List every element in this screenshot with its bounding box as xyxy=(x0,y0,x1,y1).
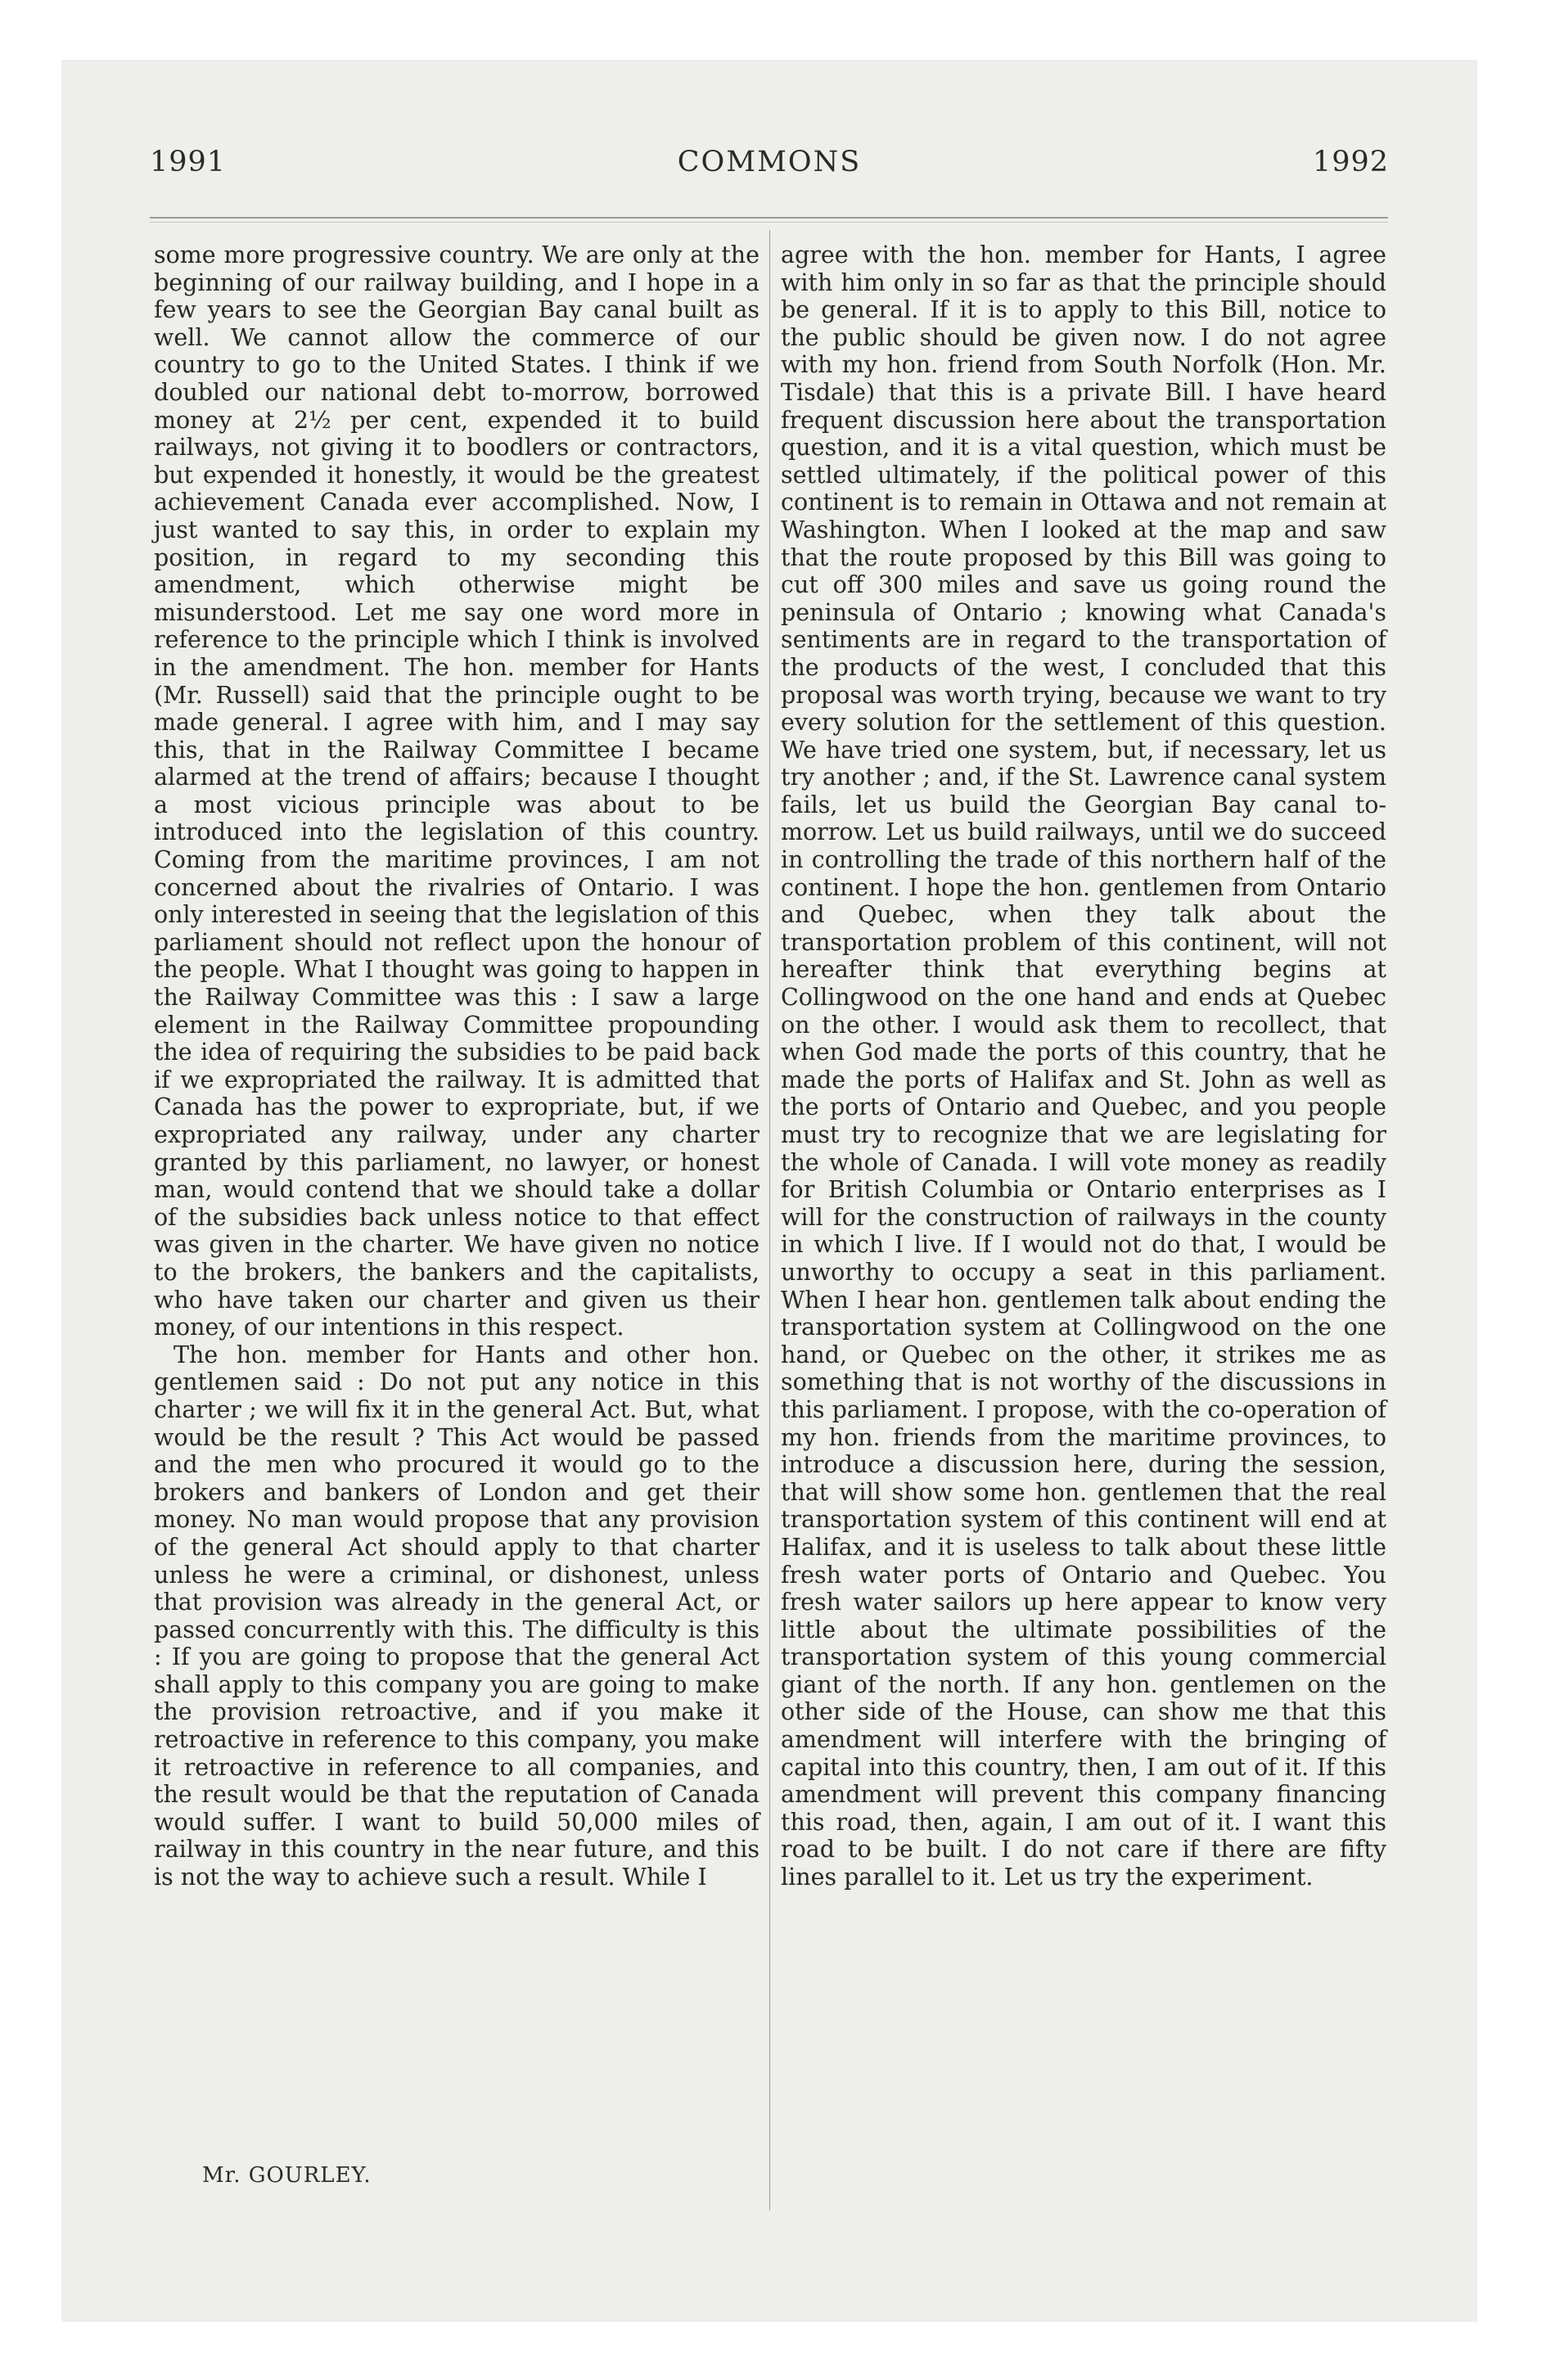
paragraph: agree with the hon. member for Hants, I agree with him only in so far as that the principle should be general. If it is to apply to this Bill, notice to the public should be given now. I do not agree with my hon. friend from South Norfolk (Hon. Mr. Tisdale) that this is a private Bill. I have heard frequent discussion here about the transportation question, and it is a vital question, which must be settled ultimately, if the political power of this continent is to remain in Ottawa and not remain at Washington. When I looked at the map and saw that the route proposed by this Bill was going to cut off 300 miles and save us going round the peninsula of Ontario ; knowing what Canada's sentiments are in regard to the transportation of the products of the west, I concluded that this proposal was worth trying, because we want to try every solution for the settlement of this question. We have tried one system, but, if necessary, let us try another ; and, if the St. Lawrence canal system fails, let us build the Georgian Bay canal to-morrow. Let us build railways, until we do succeed in controlling the trade of this northern half of the continent. I hope the hon. gentlemen from Ontario and Quebec, when they talk about the transportation problem of this continent, will not hereafter think that everything begins at Collingwood on the one hand and ends at Quebec on the other. I would ask them to recollect, that when God made the ports of this country, that he made the ports of Halifax and St. John as well as the ports of Ontario and Quebec, and you people must try to recognize that we are legislating for the whole of Canada. I will vote money as readily for British Columbia or Ontario enterprises as I will for the construction of railways in the county in which I live. If I would not do that, I would be unworthy to occupy a seat in this parliament. When I hear hon. gentlemen talk about ending the transportation system at Collingwood on the one hand, or Quebec on the other, it strikes me as something that is not worthy of the discussions in this parliament. I propose, with the co-operation of my hon. friends from the maritime provinces, to introduce a discussion here, during the session, that will show some hon. gentlemen that the real transportation system of this continent will end at Halifax, and it is useless to talk about these little fresh water ports of Ontario and Quebec. You fresh water sailors up here appear to know very little about the ultimate possibilities of the transportation system of this young commercial giant of the north. If any hon. gentlemen on the other side of the House, can show me that this amendment will interfere with the bringing of capital into this country, then, I am out of it. If this amendment will prevent this company financing this road, then, again, I am out of it. I want this road to be built. I do not care if there are fifty lines parallel to it. Let us try the experiment. xyxy=(781,241,1386,1891)
speaker-signature: Mr. GOURLEY. xyxy=(202,2163,372,2188)
page-header xyxy=(61,146,1477,195)
right-column xyxy=(781,241,1386,1891)
running-title: COMMONS xyxy=(677,146,862,178)
paragraph: some more progressive country. We are only at the beginning of our railway building, and I hope in a few years to see the Georgian Bay canal built as well. We cannot allow the commerce of our country to go to the United States. I think if we doubled our national debt to-morrow, borrowed money at 2½ per cent, expended it to build railways, not giving it to boodlers or contractors, but expended it honestly, it would be the greatest achievement Canada ever accomplished. Now, I just wanted to say this, in order to explain my position, in regard to my seconding this amendment, which otherwise might be misunderstood. Let me say one word more in reference to the principle which I think is involved in the amendment. The hon. member for Hants (Mr. Russell) said that the principle ought to be made general. I agree with him, and I may say this, that in the Railway Committee I became alarmed at the trend of affairs; because I thought a most vicious principle was about to be introduced into the legislation of this country. Coming from the maritime provinces, I am not concerned about the rivalries of Ontario. I was only interested in seeing that the legislation of this parliament should not reflect upon the honour of the people. What I thought was going to happen in the Railway Committee was this : I saw a large element in the Railway Committee propounding the idea of requiring the subsidies to be paid back if we expropriated the railway. It is admitted that Canada has the power to expropriate, but, if we expropriated any railway, under any charter granted by this parliament, no lawyer, or honest man, would contend that we should take a dollar of the subsidies back unless notice to that effect was given in the charter. We have given no notice to the brokers, the bankers and the capitalists, who have taken our charter and given us their money, of our intentions in this respect. xyxy=(154,241,759,1341)
left-column xyxy=(154,241,759,1891)
scanned-page xyxy=(61,60,1477,2322)
page-number-right: 1992 xyxy=(1312,146,1389,178)
column-divider xyxy=(769,230,770,2211)
paragraph: The hon. member for Hants and other hon. gentlemen said : Do not put any notice in this charter ; we will fix it in the general Act. But, what would be the result ? This Act would be passed and the men who procured it would go to the brokers and bankers of London and get their money. No man would propose that any provision of the general Act should apply to that charter unless he were a criminal, or dishonest, unless that provision was already in the general Act, or passed concurrently with this. The difficulty is this : If you are going to propose that the general Act shall apply to this company you are going to make the provision retroactive, and if you make it retroactive in reference to this company, you make it retroactive in reference to all companies, and the result would be that the reputation of Canada would suffer. I want to build 50,000 miles of railway in this country in the near future, and this is not the way to achieve such a result. While I xyxy=(154,1341,759,1891)
header-rule xyxy=(150,217,1388,219)
header-rule-secondary xyxy=(150,222,1388,223)
page-number-left: 1991 xyxy=(150,146,227,178)
